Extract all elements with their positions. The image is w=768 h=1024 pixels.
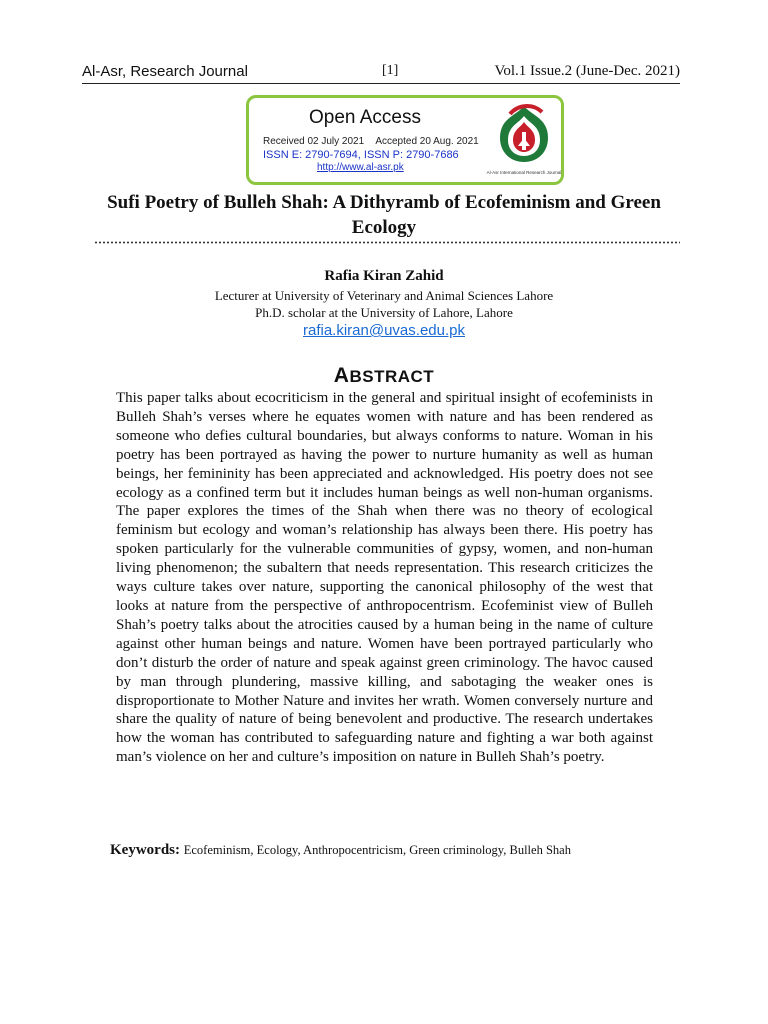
header-rule <box>82 83 680 84</box>
logo-caption: Al-Asr International Research Journal <box>486 170 562 175</box>
running-header <box>82 63 680 85</box>
keywords-label: Keywords: <box>110 842 180 858</box>
issn-numbers: ISSN E: 2790-7694, ISSN P: 2790-7686 <box>263 149 459 161</box>
open-access-title: Open Access <box>309 107 421 128</box>
author-affiliation-2: Ph.D. scholar at the University of Lahore, Lahore <box>255 305 513 320</box>
abstract-heading-initial: A <box>333 364 350 387</box>
received-date: Received 02 July 2021 <box>263 136 365 147</box>
journal-url-link[interactable]: http://www.al-asr.pk <box>317 162 404 173</box>
page-number: [1] <box>382 63 399 78</box>
open-access-box <box>246 95 564 185</box>
journal-logo-icon <box>486 102 562 178</box>
paper-title: Sufi Poetry of Bulleh Shah: A Dithyramb of Ecofeminism and Green Ecology <box>107 192 661 238</box>
received-accepted-dates <box>263 136 479 147</box>
keywords-line <box>110 842 670 859</box>
accepted-date: Accepted 20 Aug. 2021 <box>375 136 479 147</box>
dotted-separator <box>94 241 680 244</box>
author-email-link[interactable]: rafia.kiran@uvas.edu.pk <box>303 322 465 339</box>
abstract-heading-rest: BSTRACT <box>349 367 435 386</box>
abstract-heading <box>86 364 682 388</box>
author-name: Rafia Kiran Zahid <box>324 268 444 284</box>
keywords-text: Ecofeminism, Ecology, Anthropocentricism, Green criminology, Bulleh Shah <box>183 843 571 857</box>
author-affiliation-1: Lecturer at University of Veterinary and Animal Sciences Lahore <box>214 288 554 303</box>
volume-info: Vol.1 Issue.2 (June-Dec. 2021) <box>494 63 680 79</box>
abstract-text: This paper talks about ecocriticism in the general and spiritual insight of ecofeminists in Bulleh Shah’s verses where he equates women with nature and has been rendered as someone who defies cultural boundaries, but always conforms to nature. Woman in his poetry has been portrayed as having the power to nurture humanity as well as human beings, her femininity has been appreciated and acknowledged. His poetry does not see ecology as a confined term but it includes human beings as well non-human organisms. The paper explores the times of the Shah when there was no theory of ecological feminism but ecology and woman’s relationship has always been there. His poetry has spoken particularly for the vulnerable communities of gypsy, women, and non-human living phenomenon; the subaltern that needs representation. This research criticizes the ways culture takes over nature, supporting the canonical philosophy of the west that looks at nature from the perspective of anthropocentrism. Ecofeminist view of Bulleh Shah’s poetry talks about the atrocities caused by a human being in the name of culture against other human beings and nature. Women have been portrayed particularly who don’t disturb the order of nature and speak against green criminology. The havoc caused by man through plundering, massive killing, and sabotaging the weaker ones is disproportionate to Mother Nature and invites her wrath. Women conversely nurture and share the quality of nature of being benevolent and productive. The research undertakes how the woman has contributed to safeguarding nature and fighting a war both against man’s violence on her and culture’s imposition on nature in Bulleh Shah’s poetry. <box>116 390 653 766</box>
journal-name: Al-Asr, Research Journal <box>82 63 248 80</box>
